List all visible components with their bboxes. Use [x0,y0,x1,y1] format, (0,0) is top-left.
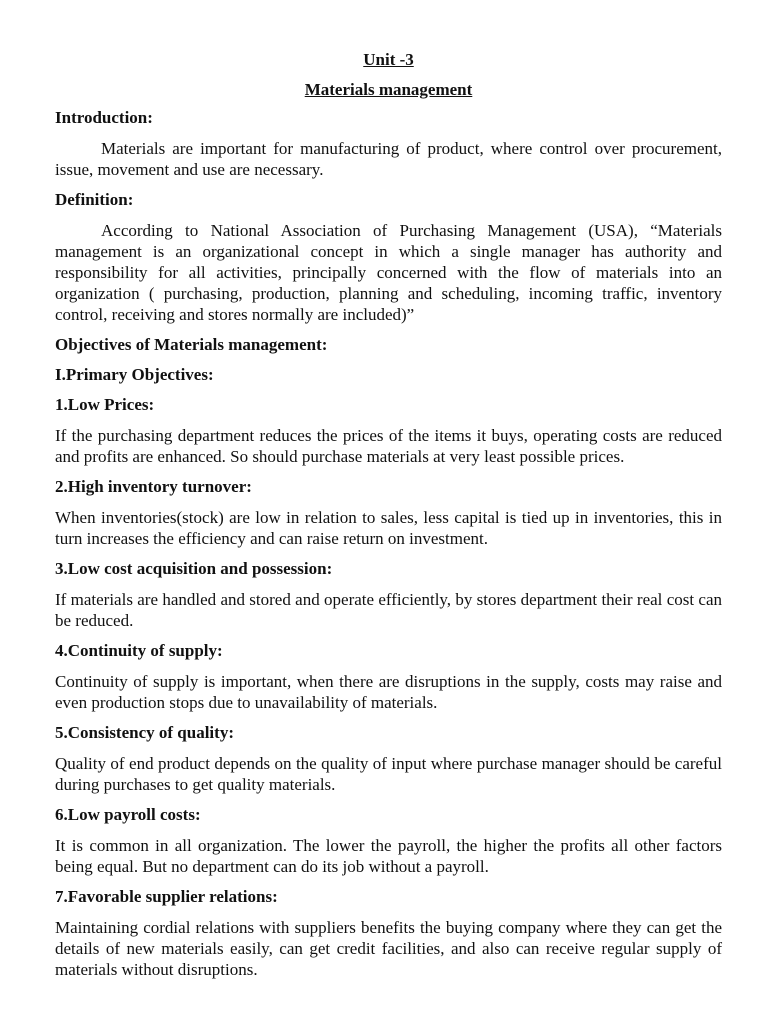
introduction-text: Materials are important for manufacturing of product, where control over procurement, issue, movement and use are necessary. [55,139,722,179]
objective-3-text: If materials are handled and stored and operate efficiently, by stores department their real cost can be reduced. [55,590,722,630]
objective-3-heading: 3.Low cost acquisition and possession: [55,559,333,578]
definition-heading: Definition: [55,190,134,209]
objective-4-text: Continuity of supply is important, when there are disruptions in the supply, costs may raise and even production stops due to unavailability of materials. [55,672,722,712]
objective-1-text: If the purchasing department reduces the prices of the items it buys, operating costs are reduced and profits are enhanced. So should purchase materials at very least possible prices. [55,426,722,466]
objective-4-heading: 4.Continuity of supply: [55,641,223,660]
objective-6-text: It is common in all organization. The lower the payroll, the higher the profits all other factors being equal. But no department can do its job without a payroll. [55,836,722,876]
objective-5-text: Quality of end product depends on the quality of input where purchase manager should be careful during purchases to get quality materials. [55,754,722,794]
objective-2-text: When inventories(stock) are low in relation to sales, less capital is tied up in inventories, this in turn increases the efficiency and can raise return on investment. [55,508,722,548]
primary-objectives-heading: I.Primary Objectives: [55,365,214,384]
unit-label: Unit -3 [363,50,414,69]
objective-2-heading: 2.High inventory turnover: [55,477,252,496]
objectives-heading: Objectives of Materials management: [55,335,328,354]
definition-text: According to National Association of Purchasing Management (USA), “Materials management is an organizational concept in which a single manager has authority and responsibility for all activities, principally concerned with the flow of materials into an organization ( purchasing, production, planning and scheduling, incoming traffic, inventory control, receiving and stores normally are included)” [55,221,722,324]
objective-7-text: Maintaining cordial relations with suppliers benefits the buying company where they can get the details of new materials easily, can get credit facilities, and also can receive regular supply of materials without disruptions. [55,918,722,979]
document-title: Materials management [304,80,473,99]
objective-1-heading: 1.Low Prices: [55,395,155,414]
objective-7-heading: 7.Favorable supplier relations: [55,887,278,906]
objective-5-heading: 5.Consistency of quality: [55,723,234,742]
objective-6-heading: 6.Low payroll costs: [55,805,201,824]
introduction-heading: Introduction: [55,108,153,127]
